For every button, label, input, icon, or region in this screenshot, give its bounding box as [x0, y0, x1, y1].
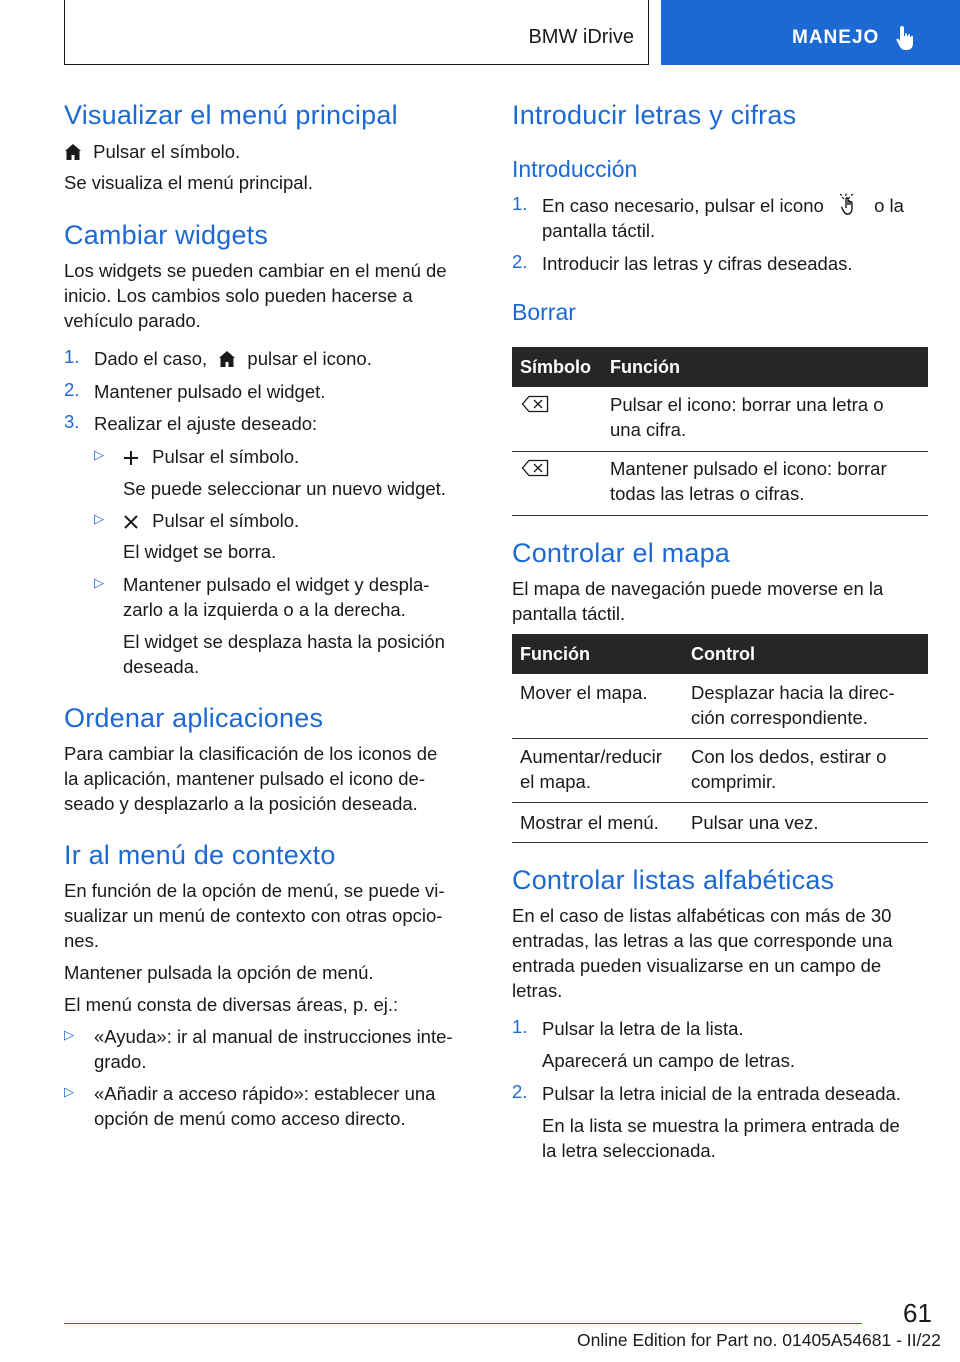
substep-delete-result: El widget se borra.	[123, 541, 277, 562]
step-text: Mantener pulsado el widget.	[94, 381, 326, 402]
table-cell: Pulsar el icono: borrar una letra o	[610, 394, 884, 415]
table-cell: Mantener pulsado el icono: borrar	[610, 458, 887, 479]
apps-paragraph-line2: la aplicación, mantener pulsado el icono de‐	[64, 768, 425, 789]
input-step1-text: En caso necesario, pulsar el icono	[542, 195, 824, 216]
widgets-paragraph-line3: vehículo parado.	[64, 310, 201, 331]
substep-move-line2: zarlo a la izquierda o a la derecha.	[123, 599, 406, 620]
triangle-bullet-icon: ▷	[94, 575, 104, 590]
step-text: Realizar el ajuste deseado:	[94, 413, 318, 434]
substep-delete-text: Pulsar el símbolo.	[152, 510, 300, 531]
substep-add-result: Se puede seleccionar un nuevo widget.	[123, 478, 446, 499]
close-icon	[123, 514, 139, 530]
section-title-alpha-lists: Controlar listas alfabéticas	[512, 865, 835, 895]
step-number: 1.	[512, 1016, 528, 1037]
input-step1-line2: pantalla táctil.	[542, 220, 656, 241]
step-number: 2.	[64, 379, 80, 400]
context-area-help-line1: «Ayuda»: ir al manual de instrucciones inte‐	[94, 1026, 453, 1047]
backspace-icon	[521, 395, 549, 413]
table-cell: el mapa.	[520, 771, 591, 792]
table-cell: Mostrar el menú.	[520, 812, 659, 833]
step-number: 2.	[512, 251, 528, 272]
alpha-paragraph-line2: entradas, las letras a las que corresponde una	[512, 930, 893, 951]
input-step1-line1	[542, 193, 904, 218]
section-title-context-menu: Ir al menú de contexto	[64, 840, 336, 870]
input-step2: Introducir las letras y cifras deseadas.	[542, 253, 853, 274]
header-chapter-label: MANEJO	[792, 27, 880, 48]
section-title-letters: Introducir letras y cifras	[512, 100, 797, 130]
main-menu-instruction	[64, 139, 240, 164]
substep-move-result2: deseada.	[123, 656, 200, 677]
alpha-paragraph-line4: letras.	[512, 980, 563, 1001]
triangle-bullet-icon: ▷	[94, 447, 104, 462]
footer-edition: Online Edition for Part no. 01405A54681 - II/22	[577, 1330, 941, 1350]
plus-icon	[123, 450, 139, 466]
apps-paragraph-line3: seado y desplazarlo a la posición deseada.	[64, 793, 418, 814]
triangle-bullet-icon: ▷	[64, 1027, 74, 1042]
section-title-apps: Ordenar aplicaciones	[64, 703, 324, 733]
header-section-box	[64, 0, 649, 65]
map-paragraph-line1: El mapa de navegación puede moverse en la	[512, 578, 884, 599]
map-paragraph-line2: pantalla táctil.	[512, 603, 626, 624]
step-number: 2.	[512, 1081, 528, 1102]
table-cell: Con los dedos, estirar o	[691, 746, 887, 767]
context-paragraph-line3: nes.	[64, 930, 99, 951]
main-menu-result: Se visualiza el menú principal.	[64, 172, 313, 193]
table-cell: comprimir.	[691, 771, 777, 792]
section-title-map: Controlar el mapa	[512, 538, 731, 568]
table-header	[512, 634, 928, 674]
table-header-cell: Función	[520, 644, 590, 664]
context-paragraph-line2: sualizar un menú de contexto con otras opcio‐	[64, 905, 443, 926]
input-step1-text-suffix: o la	[874, 195, 904, 216]
backspace-icon	[521, 459, 549, 477]
substep-move-line1: Mantener pulsado el widget y despla‐	[123, 574, 430, 595]
table-cell: una cifra.	[610, 419, 687, 440]
table-cell: Mover el mapa.	[520, 682, 648, 703]
table-cell: Aumentar/reducir	[520, 746, 662, 767]
widgets-paragraph-line2: inicio. Los cambios solo pueden hacerse a	[64, 285, 413, 306]
table-row-divider	[512, 515, 928, 516]
main-menu-step-text: Pulsar el símbolo.	[93, 141, 241, 162]
widgets-paragraph-line1: Los widgets se pueden cambiar en el menú de	[64, 260, 447, 281]
table-row-divider	[512, 802, 928, 803]
header-chapter-tab	[661, 0, 960, 65]
step-number: 1.	[512, 193, 528, 214]
context-paragraph-line1: En función de la opción de menú, se puede vi‐	[64, 880, 445, 901]
alpha-step1: Pulsar la letra de la lista.	[542, 1018, 744, 1039]
table-header-cell: Función	[610, 357, 680, 377]
step-number: 1.	[64, 346, 80, 367]
context-area-shortcut-line1: «Añadir a acceso rápido»: establecer una	[94, 1083, 436, 1104]
context-areas-intro: El menú consta de diversas áreas, p. ej.:	[64, 994, 399, 1015]
table-row-divider	[512, 842, 928, 843]
alpha-step2-result-line1: En la lista se muestra la primera entrada de	[542, 1115, 900, 1136]
substep-add-text: Pulsar el símbolo.	[152, 446, 300, 467]
substep-delete	[123, 508, 299, 533]
section-title-main-menu: Visualizar el menú principal	[64, 100, 398, 130]
context-area-shortcut-line2: opción de menú como acceso directo.	[94, 1108, 406, 1129]
apps-paragraph-line1: Para cambiar la clasificación de los iconos de	[64, 743, 438, 764]
section-title-widgets: Cambiar widgets	[64, 220, 269, 250]
triangle-bullet-icon: ▷	[64, 1084, 74, 1099]
table-row-divider	[512, 738, 928, 739]
alpha-paragraph-line3: entrada pueden visualizarse en un campo de	[512, 955, 882, 976]
step-text-part2: pulsar el icono.	[247, 348, 372, 369]
table-header	[512, 347, 928, 387]
hand-pointer-icon	[895, 24, 919, 52]
alpha-paragraph-line1: En el caso de listas alfabéticas con más de 30	[512, 905, 892, 926]
header-section-label: BMW iDrive	[528, 26, 634, 48]
table-cell: Pulsar una vez.	[691, 812, 819, 833]
subsection-title-input: Introducción	[512, 156, 638, 182]
alpha-step2-result-line2: la letra seleccionada.	[542, 1140, 716, 1161]
alpha-step1-result: Aparecerá un campo de letras.	[542, 1050, 795, 1071]
subsection-title-delete: Borrar	[512, 299, 576, 325]
substep-move-result1: El widget se desplaza hasta la posición	[123, 631, 445, 652]
table-cell: todas las letras o cifras.	[610, 483, 805, 504]
home-icon	[218, 350, 236, 368]
context-area-help-line2: grado.	[94, 1051, 147, 1072]
home-icon	[64, 143, 82, 161]
step-text	[94, 346, 372, 371]
touch-icon	[837, 193, 861, 215]
substep-add	[123, 444, 299, 469]
triangle-bullet-icon: ▷	[94, 511, 104, 526]
table-header-cell: Control	[691, 644, 755, 664]
table-header-cell: Símbolo	[520, 357, 591, 377]
page-number: 61	[903, 1298, 932, 1328]
alpha-step2: Pulsar la letra inicial de la entrada deseada.	[542, 1083, 901, 1104]
step-text-part1: Dado el caso,	[94, 348, 208, 369]
table-cell: Desplazar hacia la direc‐	[691, 682, 895, 703]
table-cell: ción correspondiente.	[691, 707, 868, 728]
step-number: 3.	[64, 411, 80, 432]
table-row-divider	[512, 451, 928, 452]
context-instruction: Mantener pulsada la opción de menú.	[64, 962, 374, 983]
footer-rule	[64, 1323, 862, 1324]
